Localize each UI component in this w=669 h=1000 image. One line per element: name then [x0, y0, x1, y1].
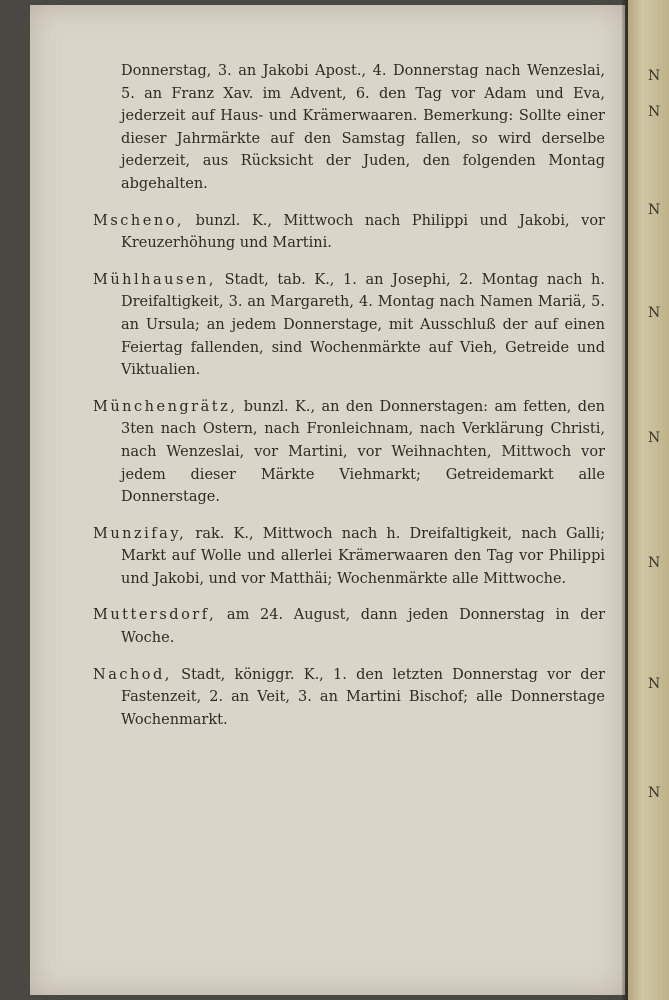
margin-letter: N: [648, 430, 661, 446]
entry-mscheno: [93, 210, 605, 255]
entry-nachod: [93, 664, 605, 732]
place-name: Mscheno,: [93, 212, 185, 229]
margin-letter: N: [648, 676, 661, 692]
entry-text: Donnerstag, 3. an Jakobi Apost., 4. Donnerstag nach Wenzeslai, 5. an Franz Xav. im Advent, 6. den Tag vor Adam und Eva, jederzeit auf Haus- und Krämerwaaren. Bemerkung: Sollte einer dieser Jahrmärkte auf den Samstag fallen, so wird derselbe jederzeit, aus Rücksicht der Juden, den folgenden Montag abgehalten.: [121, 63, 605, 192]
entry-muenchengraetz: [93, 396, 605, 509]
margin-letter: N: [648, 555, 661, 571]
entry-continuation: [93, 60, 605, 196]
adjacent-page-edge: [628, 0, 669, 1000]
margin-letter: N: [648, 202, 661, 218]
place-name: Mühlhausen,: [93, 271, 216, 288]
entry-muehlhausen: [93, 269, 605, 382]
place-name: Muttersdorf,: [93, 607, 217, 624]
entry-muttersdorf: [93, 604, 605, 649]
entry-text: Stadt, tab. K., 1. an Josephi, 2. Montag nach h. Dreifaltigkeit, 3. an Margareth, 4. Montag nach Namen Mariä, 5. an Ursula; an jedem Donnerstage, mit Ausschluß der auf einen Feiertag fallenden, sind Wochenmärkte auf Vieh, Getreide und Viktualien.: [121, 271, 605, 379]
entry-text: Stadt, königgr. K., 1. den letzten Donnerstag vor der Fastenzeit, 2. an Veit, 3. an Martini Bischof; alle Donnerstage Wochenmarkt.: [121, 666, 606, 728]
place-name: Münchengrätz,: [93, 398, 238, 415]
page-text: [93, 60, 605, 745]
margin-letter: N: [648, 104, 661, 120]
margin-letter: N: [648, 785, 661, 801]
margin-letter: N: [648, 305, 661, 321]
entry-text: bunzl. K., Mittwoch nach Philippi und Jakobi, vor Kreuzerhöhung und Martini.: [121, 212, 605, 252]
entry-text: am 24. August, dann jeden Donnerstag in der Woche.: [121, 607, 606, 647]
entry-text: bunzl. K., an den Donnerstagen: am fetten, den 3ten nach Ostern, nach Fronleichnam, nach Verklärung Christi, nach Wenzeslai, vor Martini, vor Weihnachten, Mittwoch vor jedem dieser Märkte Viehmarkt; Getreidemarkt alle Donnerstage.: [121, 398, 606, 506]
entry-text: rak. K., Mittwoch nach h. Dreifaltigkeit, nach Galli; Markt auf Wolle und allerlei Krämerwaaren den Tag vor Philippi und Jakobi, und vor Matthäi; Wochenmärkte alle Mittwoche.: [121, 525, 606, 587]
place-name: Nachod,: [93, 666, 172, 683]
entry-munzifay: [93, 523, 605, 591]
margin-letter: N: [648, 68, 661, 84]
place-name: Munzifay,: [93, 525, 187, 542]
